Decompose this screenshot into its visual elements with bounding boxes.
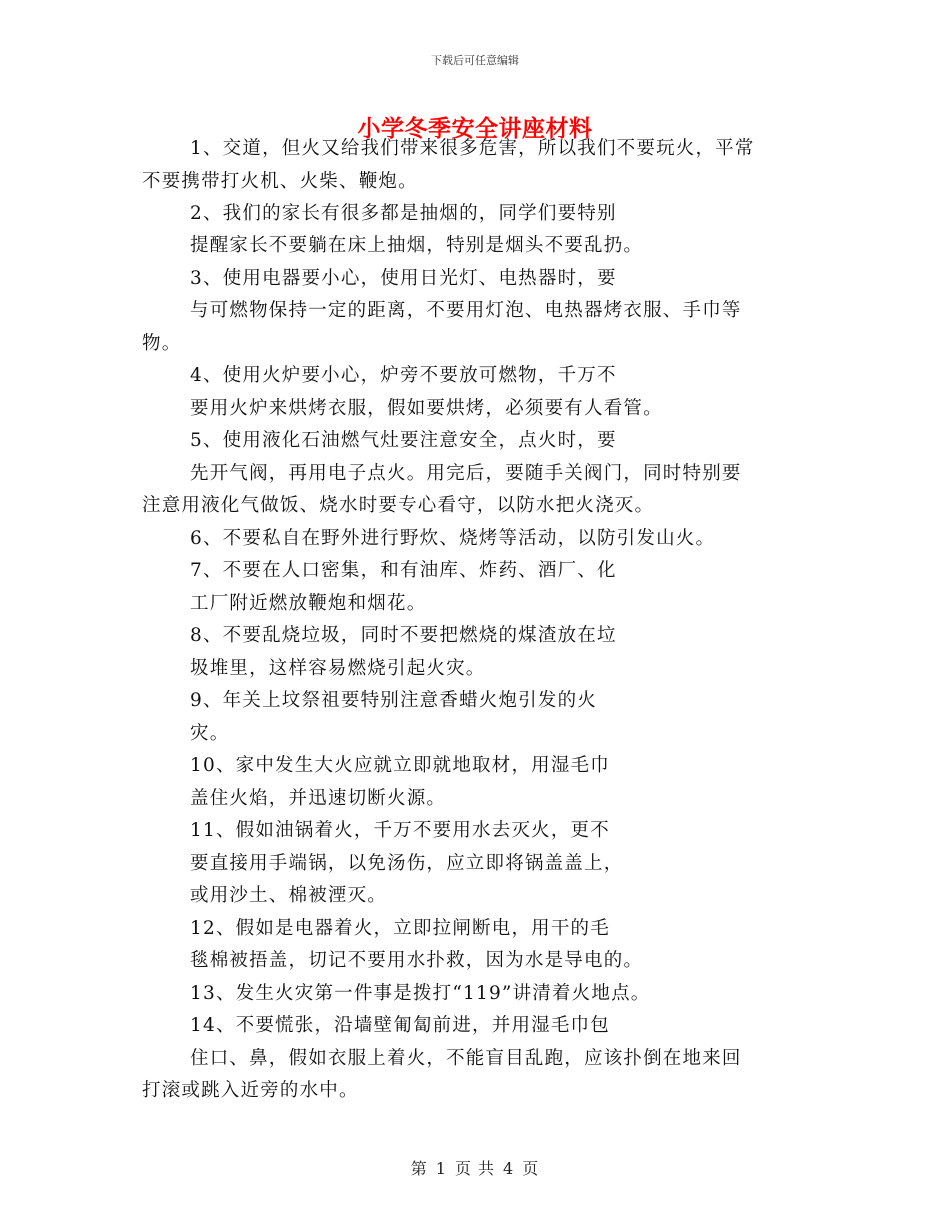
body-line: 14、不要慌张，沿墙壁匍匐前进，并用湿毛巾包 — [190, 1015, 610, 1036]
body-line: 3、使用电器要小心，使用日光灯、电热器时，要 — [190, 268, 617, 289]
body-line: 盖住火焰，并迅速切断火源。 — [190, 788, 447, 809]
body-line: 灾。 — [190, 723, 230, 744]
page-header-note: 下载后可任意编辑 — [431, 54, 519, 67]
body-line: 要直接用手端锅，以免汤伤，应立即将锅盖盖上， — [190, 853, 624, 874]
body-line: 先开气阀，再用电子点火。用完后，要随手关阀门，同时特别要 — [190, 463, 742, 484]
body-line: 8、不要乱烧垃圾，同时不要把燃烧的煤渣放在垃 — [190, 625, 617, 646]
body-line: 12、假如是电器着火，立即拉闸断电，用干的毛 — [190, 918, 610, 939]
body-line: 9、年关上坟祭祖要特别注意香蜡火炮引发的火 — [190, 690, 597, 711]
body-line: 毯棉被捂盖，切记不要用水扑救，因为水是导电的。 — [190, 950, 644, 971]
body-line: 要用火炉来烘烤衣服，假如要烘烤，必须要有人看管。 — [190, 398, 663, 419]
body-line: 工厂附近燃放鞭炮和烟花。 — [190, 593, 427, 614]
total-pages: 4 — [503, 1159, 515, 1178]
body-line: 10、家中发生大火应就立即就地取材，用湿毛巾 — [190, 755, 610, 776]
body-line: 物。 — [142, 333, 182, 354]
body-line: 13、发生火灾第一件事是拨打“119”讲清着火地点。 — [190, 983, 651, 1004]
body-line: 11、假如油锅着火，千万不要用水去灭火，更不 — [190, 820, 610, 841]
body-line: 圾堆里，这样容易燃烧引起火灾。 — [190, 658, 486, 679]
body-line: 4、使用火炉要小心，炉旁不要放可燃物，千万不 — [190, 365, 617, 386]
body-line: 住口、鼻，假如衣服上着火，不能盲目乱跑，应该扑倒在地来回 — [190, 1048, 742, 1069]
page-middle: 页 共 — [454, 1159, 496, 1178]
document-title: 小学冬季安全讲座材料 — [357, 115, 593, 142]
page-prefix: 第 — [410, 1159, 428, 1178]
body-line: 5、使用液化石油燃气灶要注意安全，点火时，要 — [190, 430, 617, 451]
page-number: 1 — [435, 1159, 447, 1178]
body-line: 7、不要在人口密集，和有油库、炸药、酒厂、化 — [190, 560, 617, 581]
body-line: 打滚或跳入近旁的水中。 — [142, 1080, 359, 1101]
body-line: 或用沙土、棉被湮灭。 — [190, 885, 388, 906]
body-line: 6、不要私自在野外进行野炊、烧烤等活动，以防引发山火。 — [190, 528, 716, 549]
body-line: 不要携带打火机、火柴、鞭炮。 — [142, 171, 418, 192]
body-line: 1、交道，但火又给我们带来很多危害，所以我们不要玩火，平常 — [190, 138, 755, 159]
body-line: 2、我们的家长有很多都是抽烟的，同学们要特别 — [190, 203, 617, 224]
body-line: 与可燃物保持一定的距离，不要用灯泡、电热器烤衣服、手巾等 — [190, 300, 742, 321]
body-line: 注意用液化气做饭、烧水时要专心看守，以防水把火浇灭。 — [142, 495, 655, 516]
page-footer — [0, 1156, 950, 1179]
page-suffix: 页 — [522, 1159, 540, 1178]
body-line: 提醒家长不要躺在床上抽烟，特别是烟头不要乱扔。 — [190, 235, 644, 256]
